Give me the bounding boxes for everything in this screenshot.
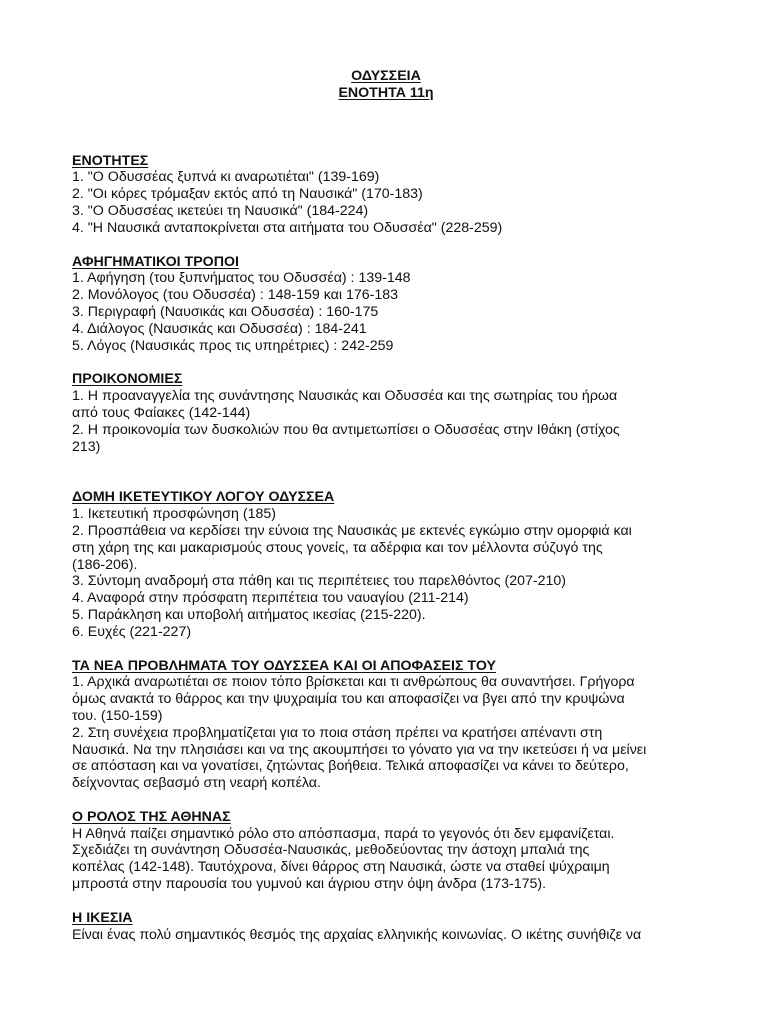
- spacer: [72, 102, 700, 153]
- section-heading: ΤΑ ΝΕΑ ΠΡΟΒΛΗΜΑΤΑ ΤΟΥ ΟΔΥΣΣΕΑ ΚΑΙ ΟΙ ΑΠΟΦΑΣΕΙΣ ΤΟΥ: [72, 657, 496, 674]
- spacer: [72, 792, 700, 809]
- document-page: [72, 68, 700, 943]
- section-line: 5. Λόγος (Ναυσικάς προς τις υπηρέτριες) : 242-259: [72, 337, 394, 354]
- section-line: 2. Η προικονομία των δυσκολιών που θα αντιμετωπίσει ο Οδυσσέας στην Ιθάκη (στίχος: [72, 421, 620, 438]
- section-rolos-athinas: [72, 809, 700, 893]
- spacer: [72, 641, 700, 658]
- section-line: 2. "Οι κόρες τρόμαξαν εκτός από τη Ναυσικά" (170-183): [72, 186, 423, 203]
- section-line: 3. Σύντομη αναδρομή στα πάθη και τις περιπέτειες του παρελθόντος (207-210): [72, 573, 566, 590]
- section-proikonomies: [72, 371, 700, 455]
- spacer: [72, 354, 700, 371]
- section-heading: ΔΟΜΗ ΙΚΕΤΕΥΤΙΚΟΥ ΛΟΓΟΥ ΟΔΥΣΣΕΑ: [72, 489, 335, 506]
- section-afigimatikoi-tropoi: [72, 254, 700, 355]
- section-line: κοπέλας (142-148). Ταυτόχρονα, δίνει θάρρος στη Ναυσικά, ώστε να σταθεί ψύχραιμη: [72, 859, 610, 876]
- section-line: 2. Μονόλογος (του Οδυσσέα) : 148-159 και 176-183: [72, 287, 399, 304]
- section-line: όμως ανακτά το θάρρος και την ψυχραιμία του και αποφασίζει να βγει από την κρυψώνα: [72, 691, 625, 708]
- section-line: 1. "Ο Οδυσσέας ξυπνά κι αναρωτιέται" (139-169): [72, 169, 380, 186]
- document-title: [72, 68, 700, 102]
- section-line: 3. "Ο Οδυσσέας ικετεύει τη Ναυσικά" (184-224): [72, 202, 369, 219]
- section-line: 3. Περιγραφή (Ναυσικάς και Οδυσσέα) : 160-175: [72, 303, 379, 320]
- section-line: 1. Η προαναγγελία της συνάντησης Ναυσικάς και Οδυσσέα και της σωτηρίας του ήρωα: [72, 388, 618, 405]
- section-line: 1. Αρχικά αναρωτιέται σε ποιον τόπο βρίσκεται και τι ανθρώπους θα συναντήσει. Γρήγορα: [72, 674, 635, 691]
- section-line: 6. Ευχές (221-227): [72, 623, 192, 640]
- section-line: Είναι ένας πολύ σημαντικός θεσμός της αρχαίας ελληνικής κοινωνίας. Ο ικέτης συνήθιζε να: [72, 926, 642, 943]
- section-line: 1. Αφήγηση (του ξυπνήματος του Οδυσσέα) : 139-148: [72, 270, 411, 287]
- section-heading: ΑΦΗΓΗΜΑΤΙΚΟΙ ΤΡΟΠΟΙ: [72, 253, 239, 270]
- spacer: [72, 455, 700, 489]
- section-line: σε απόσταση και να γονατίσει, ζητώντας βοήθεια. Τελικά αποφασίζει να κάνει το δεύτερο,: [72, 758, 629, 775]
- section-line: στη χάρη της και μακαρισμούς στους γονείς, τα αδέρφια και τον μέλλοντα σύζυγό της: [72, 539, 603, 556]
- section-heading: Η ΙΚΕΣΙΑ: [72, 909, 133, 926]
- section-line: 4. "Η Ναυσικά ανταποκρίνεται στα αιτήματα του Οδυσσέα" (228-259): [72, 219, 503, 236]
- section-line: μπροστά στην παρουσία του γυμνού και άγριου στην όψη άνδρα (173-175).: [72, 876, 547, 893]
- section-ikesia: [72, 910, 700, 944]
- section-heading: Ο ΡΟΛΟΣ ΤΗΣ ΑΘΗΝΑΣ: [72, 808, 231, 825]
- section-line: 4. Διάλογος (Ναυσικάς και Οδυσσέα) : 184-241: [72, 320, 367, 337]
- section-enotites: [72, 153, 700, 237]
- section-line: δείχνοντας σεβασμό στη νεαρή κοπέλα.: [72, 775, 321, 792]
- section-line: Η Αθηνά παίζει σημαντικό ρόλο στο απόσπασμα, παρά το γεγονός ότι δεν εμφανίζεται.: [72, 825, 615, 842]
- title-line-1: ΟΔΥΣΣΕΙΑ: [351, 68, 421, 84]
- section-heading: ΕΝΟΤΗΤΕΣ: [72, 152, 149, 169]
- title-line-2: ΕΝΟΤΗΤΑ 11η: [338, 84, 434, 101]
- spacer: [72, 893, 700, 910]
- section-line: 2. Στη συνέχεια προβληματίζεται για το ποια στάση πρέπει να κρατήσει απέναντι στη: [72, 724, 603, 741]
- section-line: Σχεδιάζει τη συνάντηση Οδυσσέα-Ναυσικάς, μεθοδεύοντας την άστοχη μπαλιά της: [72, 842, 590, 859]
- section-domi-iketeftikou-logou: [72, 489, 700, 640]
- section-line: 2. Προσπάθεια να κερδίσει την εύνοια της Ναυσικάς με εκτενές εγκώμιο στην ομορφιά και: [72, 522, 632, 539]
- section-line: 213): [72, 438, 101, 455]
- section-line: (186-206).: [72, 556, 138, 573]
- section-nea-provlimata: [72, 658, 700, 792]
- section-line: Ναυσικά. Να την πλησιάσει και να της ακουμπήσει το γόνατο για να την ικετεύσει ή να μείνει: [72, 741, 647, 758]
- section-line: 1. Ικετευτική προσφώνηση (185): [72, 506, 276, 523]
- section-line: από τους Φαίακες (142-144): [72, 404, 251, 421]
- section-line: 4. Αναφορά στην πρόσφατη περιπέτεια του ναυαγίου (211-214): [72, 590, 469, 607]
- section-heading: ΠΡΟΙΚΟΝΟΜΙΕΣ: [72, 371, 183, 388]
- section-line: του. (150-159): [72, 707, 163, 724]
- spacer: [72, 237, 700, 254]
- section-line: 5. Παράκληση και υποβολή αιτήματος ικεσίας (215-220).: [72, 606, 426, 623]
